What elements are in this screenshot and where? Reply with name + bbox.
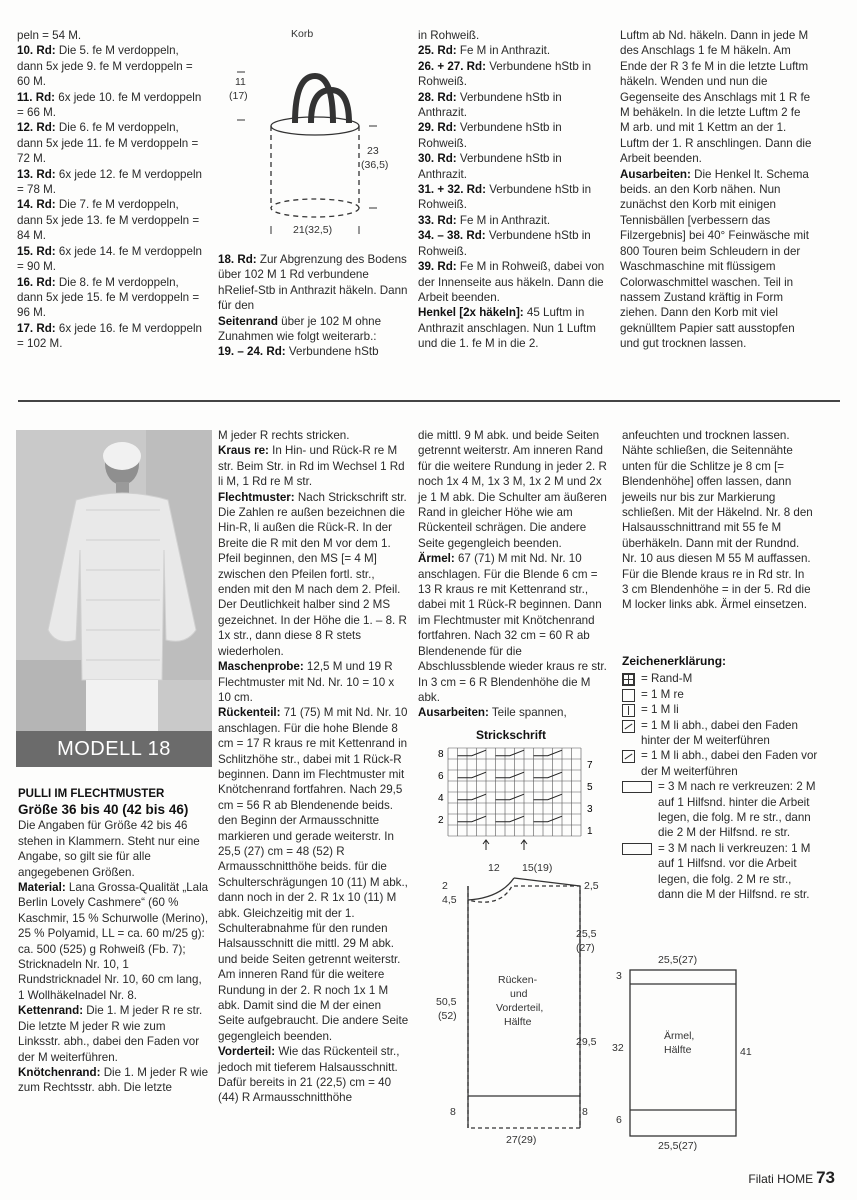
paragraph bbox=[17, 197, 207, 243]
paragraph bbox=[18, 1003, 211, 1065]
paragraph bbox=[218, 314, 410, 345]
legend-text: = 1 M li bbox=[641, 703, 679, 717]
paragraph bbox=[418, 228, 610, 259]
paragraph-heading: 30. Rd: bbox=[418, 152, 457, 166]
paragraph-text: Verbundene hStb in Rohweiß. bbox=[418, 229, 591, 258]
paragraph-text: Die Angaben für Größe 42 bis 46 stehen in Klammern. Steht nur eine Angabe, so gilt sie für alle angegebenen Größen. bbox=[18, 819, 200, 879]
model-column-3 bbox=[418, 428, 612, 721]
body-label-1: Rücken- bbox=[498, 974, 538, 986]
paragraph-text: Teile spannen, bbox=[491, 706, 567, 720]
basket-height-left-alt: (17) bbox=[229, 90, 248, 102]
chart-row-label-right: 7 bbox=[587, 760, 593, 771]
paragraph bbox=[218, 1044, 410, 1106]
chart-cable-mark bbox=[534, 750, 563, 756]
paragraph bbox=[418, 259, 610, 305]
paragraph-heading: 10. Rd: bbox=[17, 44, 56, 58]
basket-drawing bbox=[215, 28, 410, 248]
paragraph bbox=[17, 120, 207, 166]
paragraph-text: Verbundene hStb bbox=[288, 345, 379, 359]
paragraph-heading: 31. + 32. Rd: bbox=[418, 183, 486, 197]
legend-symbol-icon bbox=[622, 673, 635, 686]
model-column-2 bbox=[218, 428, 410, 1106]
paragraph-text: 67 (71) M mit Nd. Nr. 10 anschlagen. Für die Blende 6 cm = 13 R kraus re mit Kettenrand str., dabei mit 1 Rück-R beginnen. Dann im Flechtmuster mit Knötchenrand fortfahren. Nach 32 cm = 60 R ab Blendenende für die Abschlussblende wieder kraus re str. In 3 cm = 6 R Blendenhöhe die M abk. bbox=[418, 552, 607, 704]
paragraph bbox=[218, 428, 410, 443]
paragraph-text: Die 1. M jeder R re str. Die letzte M jeder R wie zum Linksstr. abh., dabei den Faden vor der M weiterführen. bbox=[18, 1004, 203, 1064]
paragraph-text: die mittl. 9 M abk. und beide Seiten getrennt weiterstr. Am inneren Rand für die weitere Rundung in jeder 2. R noch 1x 4 M, 1x 3 M, 1x 2 M und 2x je 1 M abk. Die Schulter am äußeren Rand in gleicher Höhe wie am Rückenteil schrägen. Die andere Seite gegengleich beenden. bbox=[418, 429, 607, 550]
footer-brand: Filati HOME bbox=[748, 1172, 814, 1186]
paragraph-heading: Maschenprobe: bbox=[218, 660, 304, 674]
legend-text: = 1 M li abh., dabei den Faden vor der M weiterführen bbox=[641, 749, 818, 778]
paragraph-text: 6x jede 10. fe M verdoppeln = 66 M. bbox=[17, 90, 202, 120]
paragraph-text: Luftm ab Nd. häkeln. Dann in jede M des Anschlags 1 fe M häkeln. Am Ende der R 3 fe M in die letzte Luftm häkeln. Wenden und nun die Gegenseite des Anschlags mit 1 R fe M behäkeln. In die letzte Luftm 2 fe M arb. und mit 1 Kettm an der 1. Luftm der 1. R anschlingen. Dann die Arbeit beenden. bbox=[620, 29, 812, 166]
paragraph-text: 71 (75) M mit Nd. Nr. 10 anschlagen. Für die hohe Blende 8 cm = 17 R kraus re mit Kettenrand in Schlitzhöhe str., dabei mit 1 Rück-R beginnen. Dann im Flechtmuster mit Knötchenrand fortfahren. Nach 29,5 cm = 56 R ab Blendenende beids. den Beginn der Armausschnitte markieren und gerade weiterstr. In 25,5 (27) cm = 48 (52) R Armausschnitthöhe beids. für die Schulterschrägungen 10 (11) M abk., dann noch in der 2. R 1x 10 (11) M abk. Gleichzeitig mit der 1. Schulterabnahme für den runden Halsausschnitt die mittl. 29 M abk. und beide Seiten getrennt weiterstr. Am inneren Rand für die weitere Rundung in der 2. R noch 1x 1 M abk. Damit sind die M der einen Seite aufgebraucht. Die andere Seite gegengleich beenden. bbox=[218, 706, 409, 1043]
body-arm-height-2: (27) bbox=[576, 942, 595, 954]
paragraph bbox=[418, 428, 612, 551]
paragraph-text: über je 102 M ohne Zunahmen wie folgt weiterarb.: bbox=[218, 314, 382, 344]
sleeve-mid: 32 bbox=[612, 1042, 624, 1054]
paragraph-heading: 33. Rd: bbox=[418, 213, 457, 227]
paragraph-text: Verbundene hStb in Rohweiß. bbox=[418, 121, 562, 150]
paragraph bbox=[18, 818, 211, 880]
paragraph bbox=[18, 880, 211, 1003]
legend bbox=[622, 654, 818, 903]
sleeve-top: 25,5(27) bbox=[658, 954, 698, 966]
paragraph-text: 45 Luftm in Anthrazit anschlagen. Nun 1 Luftm und die 1. fe M in die 2. bbox=[418, 306, 596, 351]
body-label-3: Vorderteil, bbox=[496, 1002, 544, 1014]
paragraph-heading: Flechtmuster: bbox=[218, 490, 295, 504]
model-title: PULLI IM FLECHTMUSTER bbox=[18, 788, 165, 800]
paragraph-text: Verbundene hStb in Anthrazit. bbox=[418, 152, 562, 181]
chart-row-label-right: 5 bbox=[587, 782, 593, 793]
paragraph bbox=[622, 428, 814, 613]
legend-item bbox=[622, 718, 818, 749]
body-total-2: (52) bbox=[438, 1010, 457, 1022]
paragraph-text: 12,5 M und 19 R Flechtmuster mit Nd. Nr. 10 = 10 x 10 cm. bbox=[218, 660, 395, 704]
body-schematic bbox=[430, 858, 600, 1158]
top-column-3 bbox=[418, 28, 610, 352]
paragraph bbox=[418, 59, 610, 90]
paragraph-text: 6x jede 16. fe M verdoppeln = 102 M. bbox=[17, 321, 202, 351]
paragraph bbox=[418, 551, 612, 705]
paragraph-heading: Rückenteil: bbox=[218, 706, 281, 720]
sleeve-label-2: Hälfte bbox=[664, 1044, 692, 1056]
sleeve-cuff-bottom: 6 bbox=[616, 1114, 622, 1126]
chart-arrow-right bbox=[521, 840, 527, 850]
paragraph-heading: Vorderteil: bbox=[218, 1045, 276, 1059]
chart-row-label-right: 1 bbox=[587, 826, 593, 837]
body-width: 27(29) bbox=[506, 1134, 537, 1146]
body-side: 29,5 bbox=[576, 1036, 597, 1048]
paragraph-heading: Henkel [2x häkeln]: bbox=[418, 306, 524, 320]
paragraph-text: Die 7. fe M verdoppeln, dann 5x jede 13. fe M verdoppeln = 84 M. bbox=[17, 198, 200, 243]
top-column-4 bbox=[620, 28, 812, 352]
chart-cable-mark bbox=[458, 772, 487, 778]
legend-text: = 1 M re bbox=[641, 687, 684, 701]
paragraph-heading: Ärmel: bbox=[418, 552, 455, 566]
paragraph-text: Zur Abgrenzung des Bodens über 102 M 1 Rd verbundene hRelief-Stb in Anthrazit häkeln. Dann für den bbox=[218, 253, 408, 313]
chart-row-label-right: 3 bbox=[587, 804, 593, 815]
paragraph bbox=[18, 1065, 211, 1096]
paragraph bbox=[418, 213, 610, 228]
legend-item bbox=[622, 748, 818, 779]
knitting-chart-grid bbox=[420, 744, 610, 854]
paragraph-text: Nach Strickschrift str. Die Zahlen re außen bezeichnen die Hin-R, li außen die Rück-R. In der Breite die R mit den M vor dem 1. Pfeil beginnen, den MS [= 4 M] zwischen den Pfeilen fortl. str., enden mit den M nach dem 2. Pfeil. Der Deutlichkeit halber sind 2 MS gezeichnet. In der Höhe die 1. – 8. R 1x str., dann diese 8 R stets wiederholen. bbox=[218, 490, 407, 658]
paragraph bbox=[218, 490, 410, 659]
paragraph bbox=[17, 244, 207, 275]
legend-text: = 3 M nach re verkreuzen: 2 M auf 1 Hilfsnd. hinter die Arbeit legen, die folg. M re str., dann die 2 M der Hilfsnd. re str. bbox=[658, 780, 816, 840]
paragraph bbox=[620, 167, 812, 352]
sleeve-schematic bbox=[608, 950, 768, 1160]
knitting-chart-title: Strickschrift bbox=[476, 728, 547, 742]
model-photo bbox=[16, 430, 212, 766]
paragraph bbox=[418, 151, 610, 182]
paragraph-heading: Kraus re: bbox=[218, 444, 269, 458]
legend-title: Zeichenerklärung: bbox=[622, 654, 727, 668]
paragraph-heading: 17. Rd: bbox=[17, 321, 56, 335]
paragraph-heading: 19. – 24. Rd: bbox=[218, 345, 286, 359]
paragraph-text: Die 5. fe M verdoppeln, dann 5x jede 9. fe M verdoppeln = 60 M. bbox=[17, 44, 193, 89]
paragraph-heading: 18. Rd: bbox=[218, 253, 257, 266]
paragraph-heading: 15. Rd: bbox=[17, 244, 56, 258]
legend-item bbox=[622, 779, 818, 841]
legend-text: = Rand-M bbox=[641, 672, 693, 686]
sleeve-total: 41 bbox=[740, 1046, 752, 1058]
body-neck-left-2: 4,5 bbox=[442, 894, 457, 906]
paragraph-heading: 29. Rd: bbox=[418, 121, 457, 135]
chart-cable-mark bbox=[534, 794, 563, 800]
basket-height-right-alt: (36,5) bbox=[361, 159, 389, 171]
sleeve-label-1: Ärmel, bbox=[664, 1030, 695, 1042]
legend-symbol-icon bbox=[622, 843, 652, 855]
chart-cable-mark bbox=[458, 794, 487, 800]
top-column-2 bbox=[218, 252, 410, 360]
paragraph-heading: 28. Rd: bbox=[418, 90, 457, 104]
legend-item bbox=[622, 841, 818, 903]
paragraph bbox=[418, 305, 610, 351]
legend-item bbox=[622, 671, 818, 686]
body-label-2: und bbox=[510, 988, 528, 1000]
paragraph-heading: Ausarbeiten: bbox=[418, 706, 489, 720]
legend-text: = 1 M li abh., dabei den Faden hinter der M weiterführen bbox=[641, 718, 798, 748]
paragraph-heading: Seitenrand bbox=[218, 314, 278, 328]
chart-arrow-left bbox=[483, 840, 489, 850]
paragraph-text: anfeuchten und trocknen lassen. Nähte schließen, die Seitennähte unten für die Schlitze je 8 cm [= Blendenhöhe] offen lassen, dann jeweils nur bis zur Markierung schließen. Mit der Häkelnd. Nr. 8 den Halsausschnittrand mit 55 fe M überhäkeln. Dann mit der Rundnd. Nr. 10 aus diesen M 55 M auffassen. Für die Blende kraus re in Rd str. In 3 cm Blendenhöhe = in der 5. Rd die M locker links abk. Ärmel einsetzen. bbox=[622, 429, 813, 612]
paragraph bbox=[17, 321, 207, 352]
chart-cable-mark bbox=[496, 750, 525, 756]
paragraph-text: 6x jede 12. fe M verdoppeln = 78 M. bbox=[17, 167, 202, 197]
paragraph-heading: 26. + 27. Rd: bbox=[418, 59, 486, 73]
paragraph bbox=[17, 28, 207, 43]
paragraph-text: Die Henkel lt. Schema beids. an den Korb nähen. Nun zunächst den Korb mit einigen Tennisbällen [verbessern das Filzergebnis] bei 40° Feinwäsche mit 800 Touren beim Schleudern in der Waschmaschine mit flüssigem Colorwaschmittel waschen. Teil in nassem Zustand kräftig in Form ziehen. Dann den Korb mit viel geknülltem Papier satt ausstopfen und gut trocknen lassen. bbox=[620, 167, 809, 351]
legend-symbol-icon bbox=[622, 704, 635, 717]
chart-cable-mark bbox=[458, 750, 487, 756]
model-column-4 bbox=[622, 428, 814, 613]
basket-title: Korb bbox=[291, 28, 314, 40]
basket-height-right: 23 bbox=[367, 145, 379, 157]
paragraph bbox=[17, 167, 207, 198]
paragraph bbox=[17, 90, 207, 121]
chart-row-label-left: 8 bbox=[438, 749, 444, 760]
paragraph-text: Die 6. fe M verdoppeln, dann 5x jede 11. fe M verdoppeln = 72 M. bbox=[17, 121, 199, 166]
paragraph-text: Die 8. fe M verdoppeln, dann 5x jede 15. fe M verdoppeln = 96 M. bbox=[17, 275, 200, 320]
chart-cable-mark bbox=[534, 816, 563, 822]
paragraph-heading: 14. Rd: bbox=[17, 198, 56, 212]
body-total: 50,5 bbox=[436, 996, 457, 1008]
chart-row-label-left: 6 bbox=[438, 771, 444, 782]
paragraph-text: Lana Grossa-Qualität „Lala Berlin Lovely Cashmere“ (60 % Kaschmir, 15 % Schurwolle (Merino), 25 % Polyamid, LL = ca. 60 m/25 g): ca. 500 (525) g Rohweiß (Fb. 7); Stricknadeln Nr. 10, 1 Rundstricknadel Nr. 10, 60 cm lang, 1 Wollhäkelnadel Nr. 8. bbox=[18, 881, 209, 1002]
paragraph bbox=[418, 705, 612, 720]
paragraph-heading: Kettenrand: bbox=[18, 1004, 84, 1018]
paragraph-heading: Ausarbeiten: bbox=[620, 167, 691, 181]
page-footer bbox=[748, 1168, 835, 1188]
paragraph-text: Wie das Rückenteil str., jedoch mit tieferem Halsausschnitt. Dafür bereits in 21 (22,5) cm = 40 (44) R Armausschnitthöhe bbox=[218, 1045, 400, 1105]
paragraph-text: in Rohweiß. bbox=[418, 29, 480, 42]
paragraph bbox=[418, 28, 610, 43]
body-neck-right: 2,5 bbox=[584, 880, 599, 892]
chart-cable-mark bbox=[534, 772, 563, 778]
paragraph-text: Fe M in Anthrazit. bbox=[459, 213, 551, 227]
paragraph-text: Verbundene hStb in Rohweiß. bbox=[418, 59, 592, 89]
chart-row-label-left: 2 bbox=[438, 815, 444, 826]
paragraph-text: Die 1. M jeder R wie zum Rechtsstr. abh. Die letzte bbox=[18, 1065, 209, 1095]
legend-text: = 3 M nach li verkreuzen: 1 M auf 1 Hilfsnd. vor die Arbeit legen, die folg. 2 M re str., dann die M der Hilfsnd. re str. bbox=[658, 841, 811, 902]
paragraph-heading: 25. Rd: bbox=[418, 44, 457, 58]
paragraph-text: M jeder R rechts stricken. bbox=[218, 429, 350, 442]
paragraph-text: 6x jede 14. fe M verdoppeln = 90 M. bbox=[17, 244, 202, 274]
paragraph-text: Fe M in Rohweiß, dabei von der Innenseite aus häkeln. Dann die Arbeit beenden. bbox=[418, 260, 605, 304]
paragraph-text: peln = 54 M. bbox=[17, 29, 82, 42]
paragraph bbox=[218, 705, 410, 1044]
paragraph-text: Fe M in Anthrazit. bbox=[459, 44, 551, 58]
paragraph-text: In Hin- und Rück-R re M str. Beim Str. in Rd im Wechsel 1 Rd li M, 1 Rd re M str. bbox=[218, 444, 405, 489]
legend-symbol-icon bbox=[622, 720, 635, 733]
chart-cable-mark bbox=[458, 816, 487, 822]
paragraph-heading: Knötchenrand: bbox=[18, 1065, 101, 1079]
paragraph-heading: 34. – 38. Rd: bbox=[418, 229, 486, 243]
chart-cable-mark bbox=[496, 816, 525, 822]
body-hem-right: 8 bbox=[582, 1106, 588, 1118]
model-photo-illustration bbox=[16, 430, 212, 766]
body-hem-left: 8 bbox=[450, 1106, 456, 1118]
paragraph bbox=[418, 43, 610, 58]
model-badge: MODELL 18 bbox=[16, 731, 212, 767]
paragraph bbox=[620, 28, 812, 167]
page-number: 73 bbox=[816, 1168, 835, 1187]
paragraph bbox=[218, 659, 410, 705]
paragraph-heading: 39. Rd: bbox=[418, 260, 457, 274]
paragraph-heading: 16. Rd: bbox=[17, 275, 56, 289]
legend-item bbox=[622, 687, 818, 702]
legend-symbol-icon bbox=[622, 689, 635, 702]
section-divider bbox=[18, 400, 840, 402]
chart-cable-mark bbox=[496, 772, 525, 778]
basket-illustration bbox=[215, 28, 410, 248]
legend-symbol-icon bbox=[622, 781, 652, 793]
paragraph bbox=[17, 275, 207, 321]
body-top-left: 12 bbox=[488, 862, 500, 874]
chart-cable-mark bbox=[496, 794, 525, 800]
body-label-4: Hälfte bbox=[504, 1016, 532, 1028]
body-arm-height: 25,5 bbox=[576, 928, 597, 940]
paragraph-text: Verbundene hStb in Anthrazit. bbox=[418, 90, 562, 120]
paragraph-text: Verbundene hStb in Rohweiß. bbox=[418, 183, 592, 212]
body-top-mid: 15(19) bbox=[522, 862, 553, 874]
sleeve-cuff-top: 3 bbox=[616, 970, 622, 982]
paragraph bbox=[218, 252, 410, 314]
paragraph bbox=[418, 120, 610, 151]
knitting-chart bbox=[420, 728, 610, 848]
basket-width: 21(32,5) bbox=[293, 224, 333, 236]
model-size: Größe 36 bis 40 (42 bis 46) bbox=[18, 802, 189, 818]
basket-height-left: 11 bbox=[235, 76, 246, 88]
paragraph bbox=[17, 43, 207, 89]
paragraph bbox=[418, 182, 610, 213]
top-column-1 bbox=[17, 28, 207, 352]
paragraph-heading: 12. Rd: bbox=[17, 121, 56, 135]
paragraph bbox=[218, 344, 410, 359]
sleeve-width: 25,5(27) bbox=[658, 1140, 698, 1152]
legend-item bbox=[622, 702, 818, 717]
paragraph-heading: Material: bbox=[18, 881, 66, 895]
chart-row-label-left: 4 bbox=[438, 793, 444, 804]
paragraph bbox=[418, 90, 610, 121]
paragraph bbox=[218, 443, 410, 489]
legend-symbol-icon bbox=[622, 750, 635, 763]
paragraph-heading: 11. Rd: bbox=[17, 90, 56, 104]
paragraph-heading: 13. Rd: bbox=[17, 167, 56, 181]
body-neck-left: 2 bbox=[442, 880, 448, 892]
model-column-1 bbox=[18, 787, 211, 1096]
